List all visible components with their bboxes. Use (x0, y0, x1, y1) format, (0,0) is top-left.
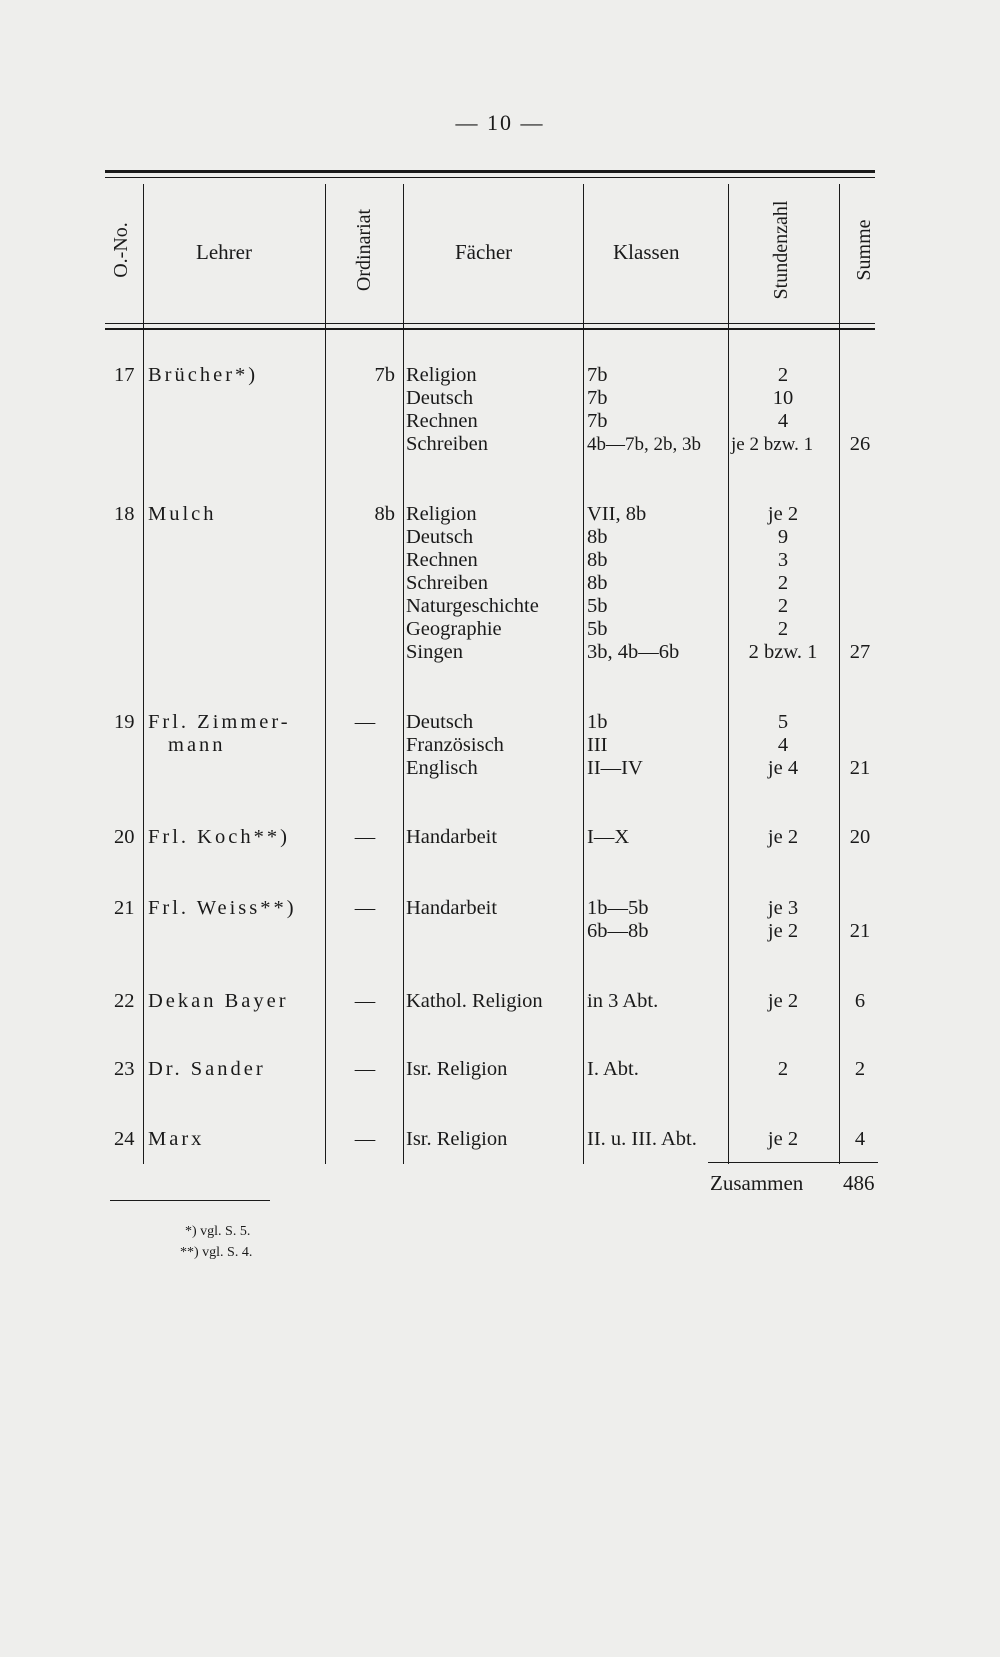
header-ono: O.-No. (110, 222, 132, 278)
footnote: **) vgl. S. 4. (180, 1245, 253, 1260)
class: I—X (587, 826, 630, 848)
row-number: 23 (114, 1058, 135, 1080)
subject: Religion (406, 364, 477, 386)
hours: 3 (777, 549, 789, 571)
ordinariat: 7b (374, 364, 395, 386)
class: 1b (587, 711, 608, 733)
hours: je 2 (767, 826, 799, 848)
class: II—IV (587, 757, 643, 779)
sum: 26 (849, 433, 871, 455)
sum: 6 (854, 990, 866, 1012)
class: 5b (587, 618, 608, 640)
class: 5b (587, 595, 608, 617)
col-line (728, 184, 729, 1164)
class: 4b—7b, 2b, 3b (587, 434, 701, 455)
teacher-name: Dr. Sander (148, 1058, 266, 1080)
subject: Isr. Religion (406, 1128, 508, 1150)
class: I. Abt. (587, 1058, 639, 1080)
teacher-name: Mulch (148, 503, 217, 525)
class: VII, 8b (587, 503, 647, 525)
teacher-name: Marx (148, 1128, 205, 1150)
teacher-name: Dekan Bayer (148, 990, 289, 1012)
top-rule (105, 170, 875, 173)
header-summe: Summe (853, 219, 875, 281)
header-stundenzahl: Stundenzahl (770, 200, 792, 300)
hours: 10 (772, 387, 794, 409)
class: III (587, 734, 608, 756)
class: in 3 Abt. (587, 990, 659, 1012)
sum: 4 (854, 1128, 866, 1150)
subject: Rechnen (406, 410, 478, 432)
class: 8b (587, 526, 608, 548)
ordinariat: — (354, 990, 376, 1012)
sum: 21 (849, 920, 871, 942)
subject: Schreiben (406, 433, 488, 455)
row-number: 19 (114, 711, 135, 733)
subject: Naturgeschichte (406, 595, 539, 617)
hours: je 2 (767, 990, 799, 1012)
row-number: 22 (114, 990, 135, 1012)
teacher-name: Frl. Weiss**) (148, 897, 297, 919)
ordinariat: — (354, 826, 376, 848)
hours: 4 (777, 410, 789, 432)
col-line (839, 184, 840, 1164)
teacher-name: Frl. Zimmer- (148, 711, 291, 733)
total-label: Zusammen (710, 1171, 804, 1195)
hours: je 2 (767, 503, 799, 525)
page-number: — 10 — (455, 110, 545, 135)
sum: 27 (849, 641, 871, 663)
subject: Schreiben (406, 572, 488, 594)
class: 6b—8b (587, 920, 649, 942)
hours: 2 bzw. 1 (748, 641, 818, 663)
hours: 2 (777, 618, 789, 640)
ordinariat: — (354, 711, 376, 733)
col-line (583, 184, 584, 1164)
subject: Religion (406, 503, 477, 525)
top-rule-thin (105, 177, 875, 178)
hours: 2 (777, 572, 789, 594)
ordinariat: — (354, 1058, 376, 1080)
header-rule-thick (105, 328, 875, 330)
class: 7b (587, 387, 608, 409)
hours: 2 (777, 1058, 789, 1080)
subject: Handarbeit (406, 897, 498, 919)
subject: Deutsch (406, 711, 474, 733)
class: II. u. III. Abt. (587, 1128, 697, 1150)
teacher-name-cont: mann (168, 734, 226, 756)
hours: 9 (777, 526, 789, 548)
sum: 20 (849, 826, 871, 848)
subject: Handarbeit (406, 826, 498, 848)
subject: Rechnen (406, 549, 478, 571)
class: 7b (587, 410, 608, 432)
ordinariat: — (354, 897, 376, 919)
hours: je 2 (767, 1128, 799, 1150)
row-number: 24 (114, 1128, 135, 1150)
hours: je 3 (767, 897, 799, 919)
col-line (325, 184, 326, 1164)
ordinariat: — (354, 1128, 376, 1150)
row-number: 17 (114, 364, 135, 386)
header-klassen: Klassen (613, 240, 680, 264)
row-number: 21 (114, 897, 135, 919)
hours: 2 (777, 364, 789, 386)
hours: je 2 bzw. 1 (731, 434, 814, 455)
hours: je 4 (767, 757, 799, 779)
total-value: 486 (843, 1171, 875, 1195)
subject: Kathol. Religion (406, 990, 543, 1012)
hours: 2 (777, 595, 789, 617)
subject: Deutsch (406, 526, 474, 548)
teacher-name: Frl. Koch**) (148, 826, 290, 848)
ordinariat: 8b (374, 503, 395, 525)
sum: 2 (854, 1058, 866, 1080)
subject: Englisch (406, 757, 478, 779)
class: 3b, 4b—6b (587, 641, 680, 663)
total-rule (708, 1162, 878, 1163)
hours: 4 (777, 734, 789, 756)
col-line (143, 184, 144, 1164)
subject: Französisch (406, 734, 504, 756)
subject: Geographie (406, 618, 502, 640)
row-number: 18 (114, 503, 135, 525)
subject: Isr. Religion (406, 1058, 508, 1080)
row-number: 20 (114, 826, 135, 848)
class: 7b (587, 364, 608, 386)
teacher-name: Brücher*) (148, 364, 259, 386)
footnote-rule (110, 1200, 270, 1201)
subject: Singen (406, 641, 463, 663)
col-line (403, 184, 404, 1164)
header-lehrer: Lehrer (196, 240, 252, 264)
class: 8b (587, 572, 608, 594)
header-faecher: Fächer (455, 240, 513, 264)
subject: Deutsch (406, 387, 474, 409)
sum: 21 (849, 757, 871, 779)
class: 1b—5b (587, 897, 649, 919)
header-rule (105, 323, 875, 324)
hours: je 2 (767, 920, 799, 942)
footnote: *) vgl. S. 5. (185, 1224, 251, 1239)
hours: 5 (777, 711, 789, 733)
class: 8b (587, 549, 608, 571)
header-ordinariat: Ordinariat (353, 208, 375, 292)
